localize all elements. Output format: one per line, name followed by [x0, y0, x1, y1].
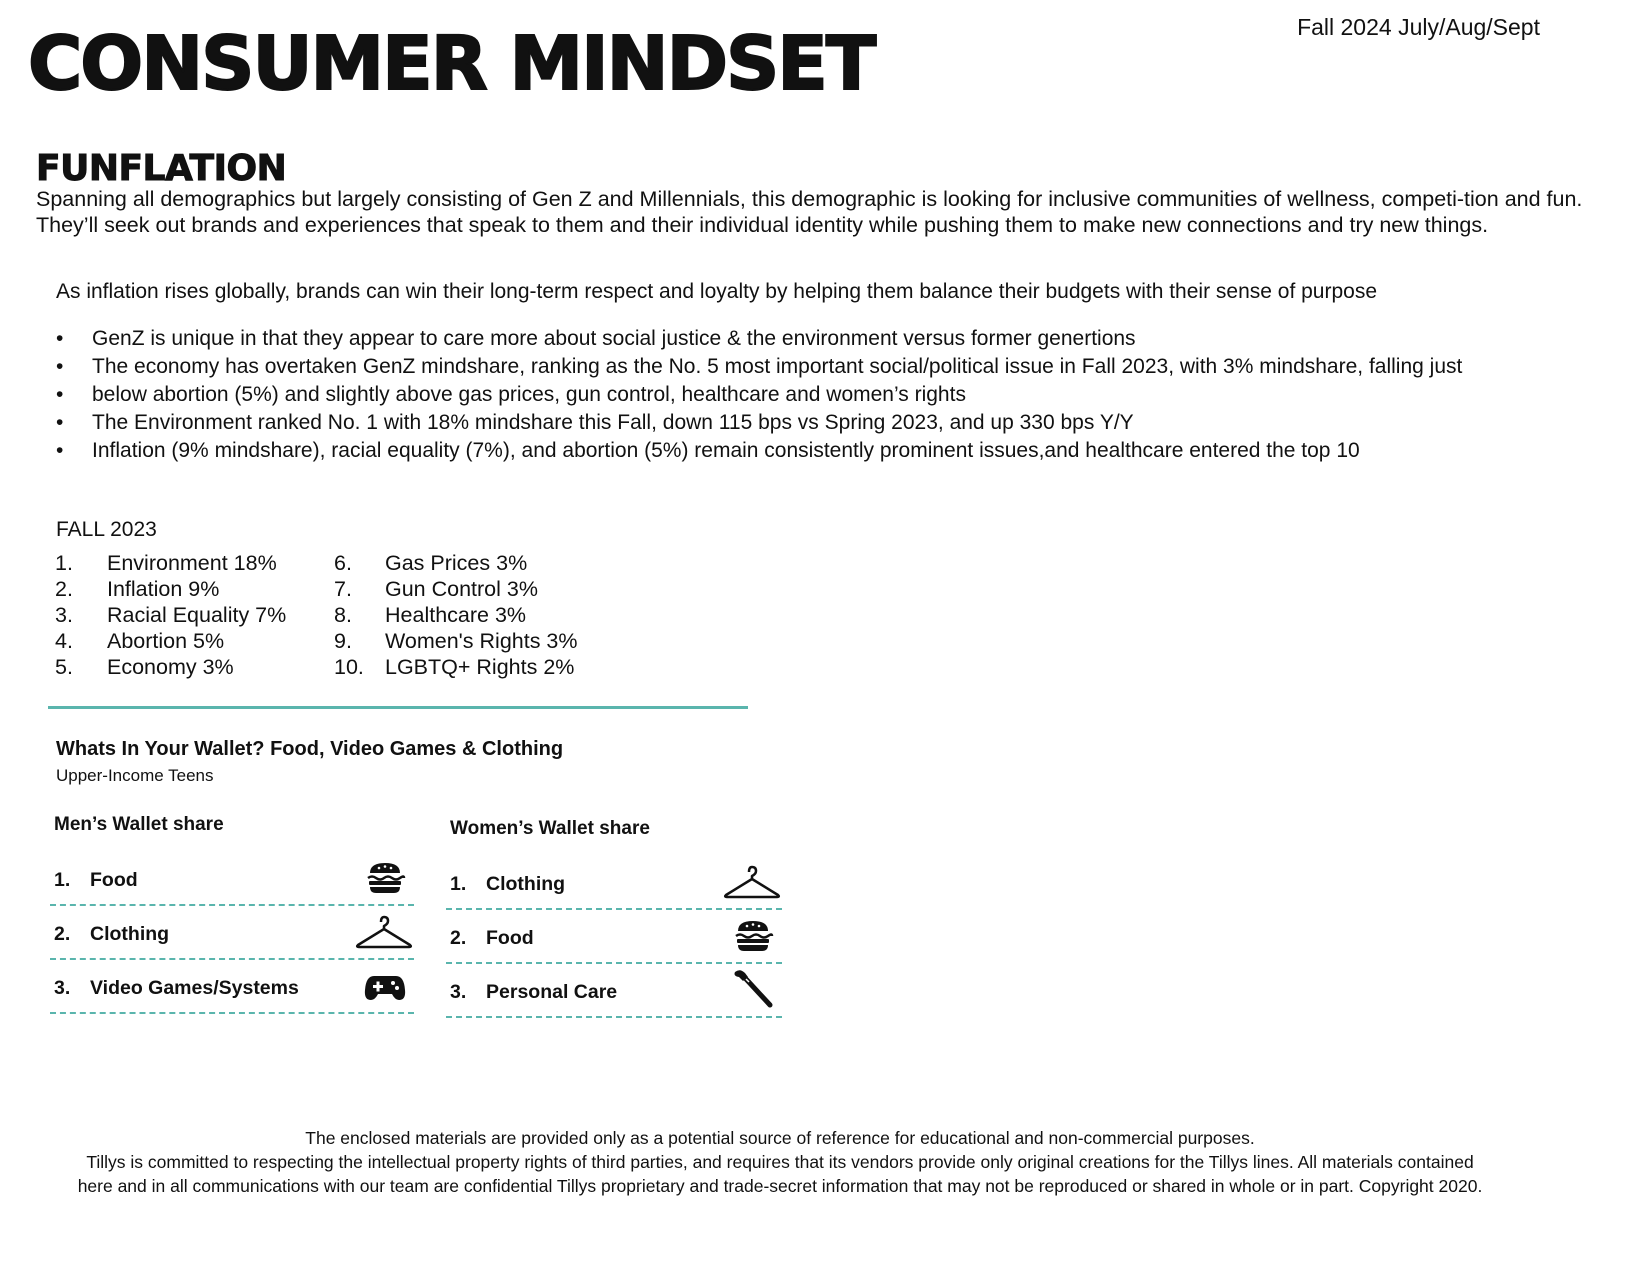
hanger-icon [354, 914, 414, 950]
rank-label: Inflation 9% [107, 577, 220, 601]
bullet-text: The Environment ranked No. 1 with 18% mindshare this Fall, down 115 bps vs Spring 2023, and up 330 bps Y/Y [92, 411, 1134, 434]
wallet-label: Food [90, 869, 138, 891]
rank-label: Women's Rights 3% [385, 629, 578, 653]
bullet-text: GenZ is unique in that they appear to care more about social justice & the environment versus former genertions [92, 327, 1136, 350]
wallet-rank: 1. [450, 873, 467, 895]
womens-wallet-heading: Women’s Wallet share [450, 818, 650, 839]
rank-label: Racial Equality 7% [107, 603, 287, 627]
rank-number: 6. [334, 551, 352, 575]
bullet-marker: • [56, 411, 64, 434]
womens-wallet-share [446, 818, 782, 1018]
wallet-rank: 2. [450, 927, 467, 949]
ranking-row [334, 628, 578, 654]
bullet-list [56, 326, 1556, 466]
page-title: CONSUMER MINDSET [28, 21, 875, 107]
ranking-row [55, 576, 286, 602]
makeup-brush-icon [732, 968, 774, 1008]
intro-paragraph: Spanning all demographics but largely consisting of Gen Z and Millennials, this demographic is looking for inclusive communities of wellness, competi-tion and fun. They’ll seek out brands and experiences that speak to them and their individual identity while pushing them to make new connections and try new things. [36, 187, 1583, 237]
footer-line: here and in all communications with our team are confidential Tillys proprietary and trade-secret information that may not be reproduced or shared in whole or in part. Copyright 2020. [77, 1176, 1483, 1196]
wallet-item [50, 852, 414, 906]
rank-number: 4. [55, 629, 73, 653]
ranking-row [334, 550, 578, 576]
bullet-text: below abortion (5%) and slightly above gas prices, gun control, healthcare and women’s rights [92, 383, 966, 406]
rankings-left-column [55, 550, 286, 680]
bullet-item [56, 410, 1556, 436]
rank-label: Gas Prices 3% [385, 551, 528, 575]
wallet-item [446, 910, 782, 964]
wallet-label: Clothing [90, 923, 170, 945]
legal-footer [0, 1126, 1560, 1198]
rank-label: Environment 18% [107, 551, 277, 575]
rank-label: LGBTQ+ Rights 2% [385, 655, 575, 679]
wallet-label: Video Games/Systems [90, 977, 299, 999]
wallet-item [50, 960, 414, 1014]
rank-label: Gun Control 3% [385, 577, 538, 601]
ranking-row [334, 654, 578, 680]
bullet-item [56, 354, 1556, 380]
footer-line: Tillys is committed to respecting the intellectual property rights of third parties, and requires that its vendors provide only original creations for the Tillys lines. All materials contained [86, 1152, 1474, 1172]
rank-number: 8. [334, 603, 352, 627]
ranking-row [55, 602, 286, 628]
footer-line: The enclosed materials are provided only as a potential source of reference for educational and non-commercial purposes. [305, 1128, 1255, 1148]
rank-number: 3. [55, 603, 73, 627]
rank-label: Abortion 5% [107, 629, 225, 653]
edition-date: Fall 2024 July/Aug/Sept [1297, 14, 1540, 40]
rank-label: Economy 3% [107, 655, 234, 679]
wallet-title: Whats In Your Wallet? Food, Video Games & Clothing [56, 738, 564, 760]
mens-wallet-share [50, 814, 414, 1014]
gamepad-icon [364, 968, 406, 1004]
rank-label: Healthcare 3% [385, 603, 527, 627]
wallet-rank: 2. [54, 923, 71, 945]
wallet-item [50, 906, 414, 960]
section-title: FUNFLATION [36, 148, 287, 189]
wallet-item [446, 856, 782, 910]
rank-number: 9. [334, 629, 352, 653]
rank-number: 2. [55, 577, 73, 601]
wallet-subtitle: Upper-Income Teens [56, 766, 214, 785]
bullet-item [56, 438, 1556, 464]
bullet-marker: • [56, 439, 64, 462]
burger-icon [732, 918, 774, 954]
wallet-label: Food [486, 927, 534, 949]
bullet-item [56, 326, 1556, 352]
rank-number: 5. [55, 655, 73, 679]
bullet-marker: • [56, 327, 64, 350]
wallet-rank: 1. [54, 869, 71, 891]
lead-statement: As inflation rises globally, brands can win their long-term respect and loyalty by helping them balance their budgets with their sense of purpose [56, 280, 1378, 303]
hanger-icon [722, 864, 782, 900]
wallet-rank: 3. [450, 981, 467, 1003]
wallet-rank: 3. [54, 977, 71, 999]
bullet-text: Inflation (9% mindshare), racial equality (7%), and abortion (5%) remain consistently prominent issues,and healthcare entered the top 10 [92, 439, 1360, 462]
ranking-row [55, 550, 286, 576]
ranking-row [334, 576, 578, 602]
ranking-row [334, 602, 578, 628]
ranking-row [55, 654, 286, 680]
ranking-row [55, 628, 286, 654]
section-divider [48, 706, 748, 709]
bullet-marker: • [56, 383, 64, 406]
bullet-text: The economy has overtaken GenZ mindshare, ranking as the No. 5 most important social/political issue in Fall 2023, with 3% mindshare, falling just [92, 355, 1463, 378]
burger-icon [364, 860, 406, 896]
wallet-item [446, 964, 782, 1018]
rank-number: 10. [334, 655, 364, 679]
bullet-item [56, 382, 1556, 408]
wallet-label: Clothing [486, 873, 566, 895]
mens-wallet-heading: Men’s Wallet share [54, 814, 224, 835]
rank-number: 7. [334, 577, 352, 601]
rankings-heading: FALL 2023 [56, 518, 157, 541]
rankings-right-column [334, 550, 578, 680]
bullet-marker: • [56, 355, 64, 378]
wallet-label: Personal Care [486, 981, 618, 1003]
rank-number: 1. [55, 551, 73, 575]
